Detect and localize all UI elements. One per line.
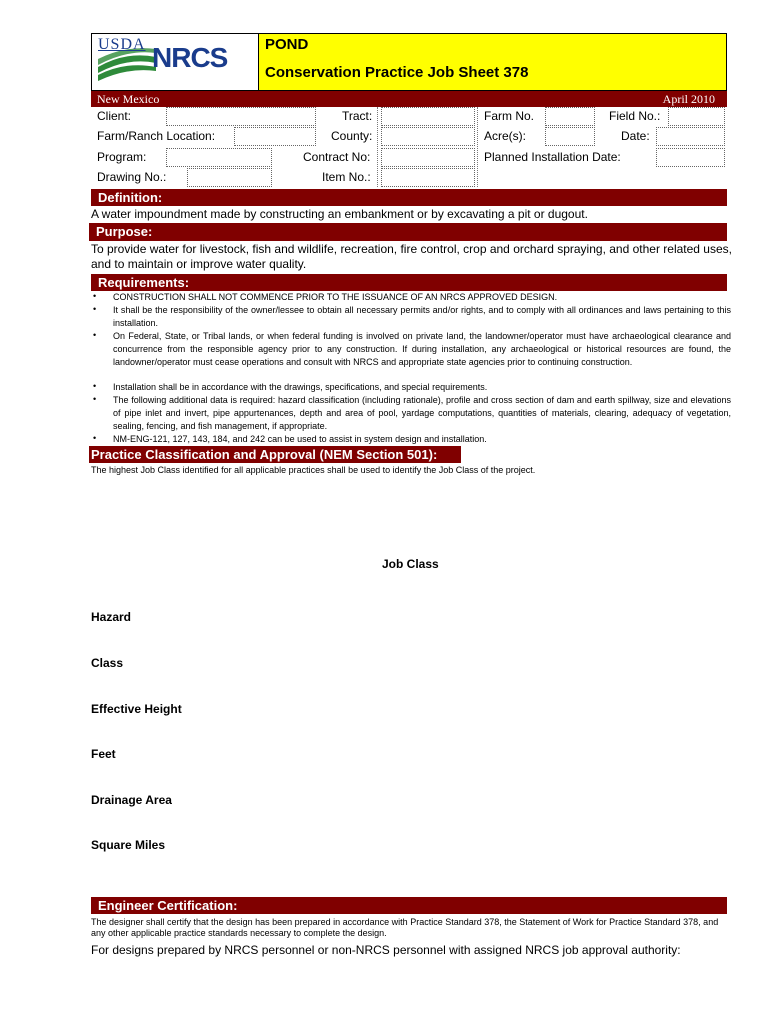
classification-heading: Practice Classification and Approval (NEM Section 501): [89,446,461,463]
title-box [258,33,727,91]
drainage-area-label: Drainage Area [91,793,172,807]
definition-text: A water impoundment made by constructing an embankment or by excavating a pit or dugout. [91,207,588,221]
county-label: County: [331,129,373,143]
farm-no-field[interactable] [545,107,595,126]
definition-heading: Definition: [91,189,727,206]
bullet-icon: • [93,394,97,404]
item-no-label: Item No.: [322,170,371,184]
planned-installation-date-label: Planned Installation Date: [484,150,621,164]
hazard-label: Hazard [91,610,132,624]
job-class-heading: Job Class [382,557,439,571]
client-field[interactable] [166,107,316,126]
drawing-no-field[interactable] [187,168,272,187]
page-title: POND [265,36,309,53]
tract-field[interactable] [381,107,475,126]
requirement-item: It shall be the responsibility of the owner/lessee to obtain all necessary permits and/or rights, and to comply with all ordinances and laws pertaining to this installation. [113,305,731,328]
engineer-approval-text: For designs prepared by NRCS personnel or non-NRCS personnel with assigned NRCS job approval authority: [91,943,681,957]
square-miles-label: Square Miles [91,838,166,852]
field-no-field[interactable] [668,107,725,126]
client-label: Client: [97,109,132,123]
effective-height-label: Effective Height [91,702,182,716]
farm-ranch-location-field[interactable] [234,127,316,146]
date-field-label: Date: [621,129,650,143]
requirement-item: Installation shall be in accordance with the drawings, specifications, and special requirements. [113,382,488,392]
requirement-item: The following additional data is required: hazard classification (including rationale), profile and cross section of dam and earth spillway, size and elevations of pipe inlet and invert, pipe appurtenances, depth and area of pool, yardage computations, quantities of materials, clearing, adequacy of vegetation, sealing, fencing, and fish management, if appropriate. [113,395,731,431]
contract-no-field[interactable] [381,148,475,167]
bullet-icon: • [93,381,97,391]
farm-no-label: Farm No. [484,109,535,123]
class-label: Class [91,656,124,670]
date-field[interactable] [656,127,725,146]
page-subtitle: Conservation Practice Job Sheet 378 [265,64,529,81]
form-divider [477,107,478,187]
requirements-heading: Requirements: [91,274,727,291]
planned-installation-date-field[interactable] [656,148,725,167]
feet-label: Feet [91,747,116,761]
requirement-item: NM-ENG-121, 127, 143, 184, and 242 can be used to assist in system design and installation. [113,434,487,444]
logo-nrcs-text: NRCS [152,42,228,73]
program-field[interactable] [166,148,272,167]
state-date-bar [91,91,727,107]
bullet-icon: • [93,330,97,340]
requirement-item: On Federal, State, or Tribal lands, or when federal funding is involved on private land, the landowner/operator must have archaeological clearance and concurrence from the responsible agency prior to any construction. If during installation, any archaeological or historical resources are found, the landowner/operator must cease operations and consult with NRCS and appropriate state agencies prior to continuing construction. [113,331,731,367]
item-no-field[interactable] [381,168,475,187]
classification-text: The highest Job Class identified for all applicable practices shall be used to identify the Job Class of the project. [91,465,536,475]
drawing-no-label: Drawing No.: [97,170,167,184]
program-label: Program: [97,150,147,164]
field-no-label: Field No.: [609,109,661,123]
acres-field[interactable] [545,127,595,146]
form-divider [377,107,378,187]
purpose-text: To provide water for livestock, fish and wildlife, recreation, fire control, crop and orchard spraying, and other related uses, and to maintain or improve water quality. [91,242,732,271]
county-field[interactable] [381,127,475,146]
state-label: New Mexico [97,92,160,106]
bullet-icon: • [93,304,97,314]
engineer-certification-heading: Engineer Certification: [91,897,727,914]
logo-usda-text: USDA [98,36,146,53]
date-label: April 2010 [662,92,715,106]
requirement-item: CONSTRUCTION SHALL NOT COMMENCE PRIOR TO THE ISSUANCE OF AN NRCS APPROVED DESIGN. [113,292,558,302]
purpose-heading: Purpose: [89,223,727,241]
bullet-icon: • [93,433,97,443]
nrcs-logo [91,33,259,91]
engineer-certification-text: The designer shall certify that the design has been prepared in accordance with Practice Standard 378, the Statement of Work for Practice Standard 378, and any other applicable practice standards necessary to complete the design. [91,917,719,938]
tract-label: Tract: [342,109,373,123]
acres-label: Acre(s): [484,129,526,143]
farm-ranch-location-label: Farm/Ranch Location: [97,129,216,143]
bullet-icon: • [93,291,97,301]
contract-no-label: Contract No: [303,150,371,164]
